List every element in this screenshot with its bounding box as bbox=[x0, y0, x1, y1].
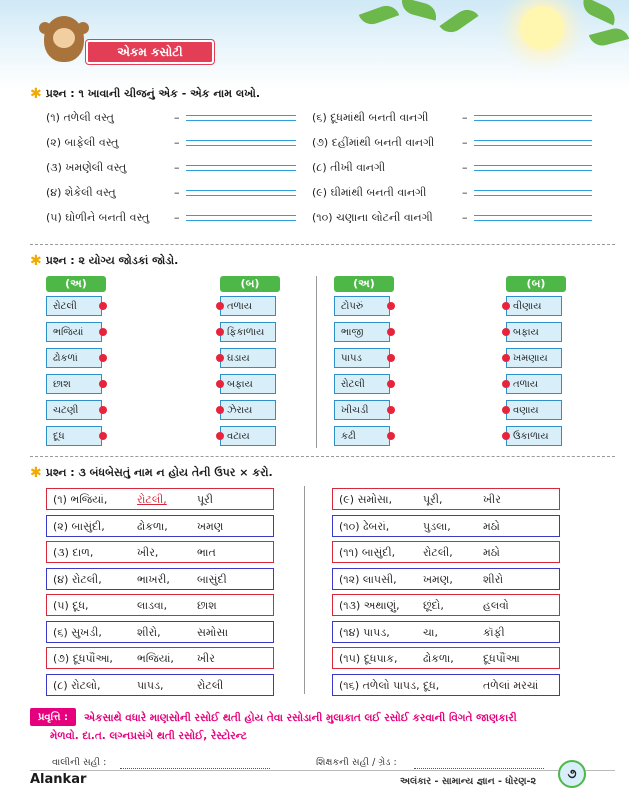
q3-word[interactable]: ખીર bbox=[197, 652, 215, 665]
q3-option-row[interactable] bbox=[46, 515, 274, 537]
q3-word[interactable]: (૭) દૂધપૌંઆ, bbox=[53, 652, 113, 665]
q2-heading: ✱ પ્રશ્ન : ૨ યોગ્ય જોડકાં જોડો. bbox=[30, 253, 179, 269]
q1-dash: – bbox=[174, 186, 180, 199]
q1-left-item: (૫) ઘોળીને બનતી વસ્તુ bbox=[46, 211, 150, 224]
q3-word[interactable]: હલવો bbox=[483, 599, 509, 612]
q3-option-row[interactable] bbox=[46, 488, 274, 510]
q3-word[interactable]: પૂરી bbox=[197, 493, 213, 506]
q3-option-row[interactable] bbox=[46, 568, 274, 590]
q1-right-answer-line[interactable] bbox=[474, 215, 592, 221]
q3-option-row[interactable] bbox=[332, 541, 560, 563]
match-item: રોટલી bbox=[46, 296, 102, 316]
q1-dash: – bbox=[174, 136, 180, 149]
q3-word[interactable]: બાસુંદી bbox=[197, 572, 227, 586]
match-item: ઝેરાય bbox=[220, 400, 276, 420]
q3-option-row[interactable] bbox=[332, 568, 560, 590]
brand-logo: Alankar bbox=[30, 772, 87, 787]
match-item: તળાય bbox=[506, 374, 562, 394]
footer-divider bbox=[30, 770, 615, 771]
q3-word[interactable]: ભજિયાં, bbox=[137, 652, 174, 665]
q1-right-answer-line[interactable] bbox=[474, 165, 592, 171]
q1-dash: – bbox=[462, 136, 468, 149]
match-item: પાપડ bbox=[334, 348, 390, 368]
q3-word[interactable]: (૨) બાસુંદી, bbox=[53, 519, 105, 533]
q1-dash: – bbox=[174, 211, 180, 224]
q1-dash: – bbox=[462, 111, 468, 124]
q1-left-answer-line[interactable] bbox=[186, 190, 296, 196]
q3-option-row[interactable] bbox=[46, 621, 274, 643]
match-dot[interactable] bbox=[99, 432, 107, 440]
match-dot[interactable] bbox=[99, 380, 107, 388]
match-item: ખમણાય bbox=[506, 348, 562, 368]
match-item: ઉકાળાય bbox=[506, 426, 562, 446]
q3-option-row[interactable] bbox=[332, 674, 560, 696]
q3-word[interactable]: તળેલાં મરચાં bbox=[483, 678, 539, 692]
q3-word[interactable]: દૂધ, bbox=[423, 678, 440, 692]
q3-word[interactable]: રોટલી, bbox=[423, 546, 453, 559]
q3-word[interactable]: કૉફી bbox=[483, 625, 505, 639]
q3-word[interactable]: (૧) ભજિયાં, bbox=[53, 493, 108, 506]
q3-word[interactable]: શીરો, bbox=[137, 625, 161, 639]
match-dot[interactable] bbox=[216, 354, 224, 362]
activity-text-line1: એકસાથે વધારે માણસોની રસોઈ થતી હોય તેવા રસોડાની મુલાકાત લઈ રસોઈ કરવાની વિગતે જાણકારી bbox=[84, 712, 517, 724]
match-item: વણાય bbox=[506, 400, 562, 420]
q3-heading: ✱ પ્રશ્ન : ૩ બંધબેસતું નામ ન હોય તેની ઉપર × કરો. bbox=[30, 465, 273, 481]
activity-text-line2: મેળવો. દા.ત. લગ્નપ્રસંગે થતી રસોઈ, રેસ્ટોરન્ટ bbox=[50, 730, 248, 742]
page-title: એકમ કસોટી bbox=[86, 40, 214, 64]
match-dot[interactable] bbox=[387, 406, 395, 414]
q3-word[interactable]: પૂરી, bbox=[423, 493, 443, 506]
q1-right-answer-line[interactable] bbox=[474, 140, 592, 146]
q3-word[interactable]: છાશ bbox=[197, 599, 217, 612]
match-dot[interactable] bbox=[216, 406, 224, 414]
q3-word[interactable]: પાપડ, bbox=[137, 678, 164, 692]
match-item: તળાય bbox=[220, 296, 276, 316]
q3-word[interactable]: (૧૧) બાસુંદી, bbox=[339, 546, 396, 559]
q3-word[interactable]: લાડવા, bbox=[137, 599, 168, 612]
match-item: ઘડાય bbox=[220, 348, 276, 368]
q3-word[interactable]: ચા, bbox=[423, 625, 438, 639]
q1-left-answer-line[interactable] bbox=[186, 140, 296, 146]
q3-word[interactable]: (૧૫) દૂધપાક, bbox=[339, 652, 398, 665]
parent-sign-label: વાલીની સહી : bbox=[52, 757, 107, 768]
q1-dash: – bbox=[174, 111, 180, 124]
q1-right-item: (૬) દૂધમાંથી બનતી વાનગી bbox=[312, 111, 429, 124]
match-item: વટાય bbox=[220, 426, 276, 446]
q3-word[interactable]: (૧૦) ઢેબરાં, bbox=[339, 519, 390, 533]
q1-right-answer-line[interactable] bbox=[474, 190, 592, 196]
divider bbox=[30, 244, 615, 245]
q1-heading: ✱ પ્રશ્ન : ૧ ખાવાની ચીજનું એક - એક નામ લખો. bbox=[30, 86, 261, 102]
match-item: દૂધ bbox=[46, 426, 102, 446]
match-dot[interactable] bbox=[387, 380, 395, 388]
parent-sign-line[interactable] bbox=[120, 768, 270, 769]
q3-option-row[interactable] bbox=[46, 594, 274, 616]
q3-word[interactable]: પુડલા, bbox=[423, 519, 451, 533]
q1-left-answer-line[interactable] bbox=[186, 165, 296, 171]
teacher-sign-label: શિક્ષકની સહી / ગ્રેડ : bbox=[316, 757, 397, 768]
q3-option-row[interactable] bbox=[46, 541, 274, 563]
match-item: બફાય bbox=[220, 374, 276, 394]
q3-option-row[interactable] bbox=[332, 515, 560, 537]
match-dot[interactable] bbox=[502, 380, 510, 388]
q3-word[interactable]: ખમણ bbox=[197, 519, 224, 533]
match-item: કઢી bbox=[334, 426, 390, 446]
column-header: (અ) bbox=[46, 276, 106, 292]
q3-word[interactable]: સમોસા bbox=[197, 625, 229, 639]
divider bbox=[30, 456, 615, 457]
series-title: અલંકાર - સામાન્ય જ્ઞાન - ધોરણ-૨ bbox=[400, 776, 537, 787]
q3-word[interactable]: રોટલી bbox=[197, 678, 224, 692]
match-item: વીણાય bbox=[506, 296, 562, 316]
teacher-sign-line[interactable] bbox=[414, 768, 544, 769]
q1-left-item: (૨) બાફેલી વસ્તુ bbox=[46, 136, 119, 149]
q3-word[interactable]: ખમણ, bbox=[423, 572, 453, 586]
q3-word[interactable]: મઠો bbox=[483, 546, 500, 559]
q3-word[interactable]: (૬) સુખડી, bbox=[53, 625, 102, 639]
q1-right-item: (૭) દહીંમાંથી બનતી વાનગી bbox=[312, 136, 435, 149]
q3-word[interactable]: (૧૪) પાપડ, bbox=[339, 625, 390, 639]
q1-right-item: (૮) તીખી વાનગી bbox=[312, 161, 386, 174]
match-dot[interactable] bbox=[387, 328, 395, 336]
q1-dash: – bbox=[462, 211, 468, 224]
q3-word[interactable]: શીરો bbox=[483, 572, 504, 586]
q1-dash: – bbox=[462, 161, 468, 174]
match-item: ભજિયાં bbox=[46, 322, 102, 342]
q1-right-item: (૧૦) ચણાના લોટની વાનગી bbox=[312, 211, 433, 224]
match-dot[interactable] bbox=[502, 432, 510, 440]
monkey-mascot-icon bbox=[44, 16, 84, 62]
column-header: (બ) bbox=[506, 276, 566, 292]
match-dot[interactable] bbox=[502, 406, 510, 414]
match-dot[interactable] bbox=[99, 354, 107, 362]
q3-option-row[interactable] bbox=[46, 674, 274, 696]
match-dot[interactable] bbox=[216, 432, 224, 440]
q3-word[interactable]: ભાખરી, bbox=[137, 572, 170, 586]
column-header: (અ) bbox=[334, 276, 394, 292]
q1-left-item: (૪) શેકેલી વસ્તુ bbox=[46, 186, 116, 199]
q3-option-row[interactable] bbox=[332, 647, 560, 669]
q1-left-item: (૩) ખમણેલી વસ્તુ bbox=[46, 161, 127, 174]
star-icon: ✱ bbox=[30, 253, 42, 269]
q3-word[interactable]: (૧૩) અથાણું, bbox=[339, 599, 400, 612]
match-dot[interactable] bbox=[99, 302, 107, 310]
q3-word[interactable]: ઢોકળા, bbox=[423, 652, 454, 665]
match-dot[interactable] bbox=[99, 406, 107, 414]
match-item: ટોપરું bbox=[334, 296, 390, 316]
match-dot[interactable] bbox=[387, 302, 395, 310]
q3-word[interactable]: દૂધપૌંઆ bbox=[483, 652, 520, 665]
q3-word[interactable]: (૫) દૂધ, bbox=[53, 599, 89, 612]
q3-word[interactable]: ખીર bbox=[483, 493, 501, 506]
match-item: છાશ bbox=[46, 374, 102, 394]
q3-word[interactable]: (૧૨) લાપસી, bbox=[339, 572, 397, 586]
activity-label: પ્રવૃત્તિ : bbox=[30, 708, 76, 726]
match-item: રોટલી bbox=[334, 374, 390, 394]
match-dot[interactable] bbox=[387, 432, 395, 440]
q1-left-answer-line[interactable] bbox=[186, 215, 296, 221]
q1-dash: – bbox=[174, 161, 180, 174]
q1-left-item: (૧) તળેલી વસ્તુ bbox=[46, 111, 114, 124]
match-dot[interactable] bbox=[99, 328, 107, 336]
match-item: ભાજી bbox=[334, 322, 390, 342]
q3-word[interactable]: (૪) રોટલી, bbox=[53, 572, 102, 586]
match-item: બફાય bbox=[506, 322, 562, 342]
match-item: ઢોકળાં bbox=[46, 348, 102, 368]
match-dot[interactable] bbox=[502, 302, 510, 310]
star-icon: ✱ bbox=[30, 465, 42, 481]
q3-word[interactable]: (૧૬) તળેલો પાપડ, bbox=[339, 678, 420, 692]
q3-word[interactable]: ભાત bbox=[197, 546, 216, 559]
q3-word[interactable]: (૯) સમોસા, bbox=[339, 493, 393, 506]
q3-word[interactable]: રોટલી, bbox=[137, 493, 167, 506]
divider bbox=[316, 276, 317, 448]
column-header: (બ) bbox=[220, 276, 280, 292]
q3-word[interactable]: મઠો bbox=[483, 519, 500, 533]
match-dot[interactable] bbox=[502, 328, 510, 336]
page-number: ૭ bbox=[558, 760, 586, 788]
q1-right-item: (૯) ઘીમાંથી બનતી વાનગી bbox=[312, 186, 427, 199]
match-dot[interactable] bbox=[216, 380, 224, 388]
match-item: ચટણી bbox=[46, 400, 102, 420]
match-dot[interactable] bbox=[216, 302, 224, 310]
match-dot[interactable] bbox=[216, 328, 224, 336]
sun-icon bbox=[520, 6, 564, 50]
match-dot[interactable] bbox=[502, 354, 510, 362]
match-dot[interactable] bbox=[387, 354, 395, 362]
star-icon: ✱ bbox=[30, 86, 42, 102]
q3-option-row[interactable] bbox=[332, 594, 560, 616]
q1-right-answer-line[interactable] bbox=[474, 115, 592, 121]
match-item: ખીચડી bbox=[334, 400, 390, 420]
q3-word[interactable]: ખીર, bbox=[137, 546, 159, 559]
q3-option-row[interactable] bbox=[46, 647, 274, 669]
q3-word[interactable]: છૂંદો, bbox=[423, 599, 444, 612]
q3-word[interactable]: ઢોકળા, bbox=[137, 519, 168, 533]
q3-option-row[interactable] bbox=[332, 488, 560, 510]
match-item: ફિકાળાય bbox=[220, 322, 276, 342]
q1-left-answer-line[interactable] bbox=[186, 115, 296, 121]
divider bbox=[304, 486, 305, 694]
q3-option-row[interactable] bbox=[332, 621, 560, 643]
q3-word[interactable]: (૮) રોટલો, bbox=[53, 678, 101, 692]
q3-word[interactable]: (૩) દાળ, bbox=[53, 546, 94, 559]
q1-dash: – bbox=[462, 186, 468, 199]
